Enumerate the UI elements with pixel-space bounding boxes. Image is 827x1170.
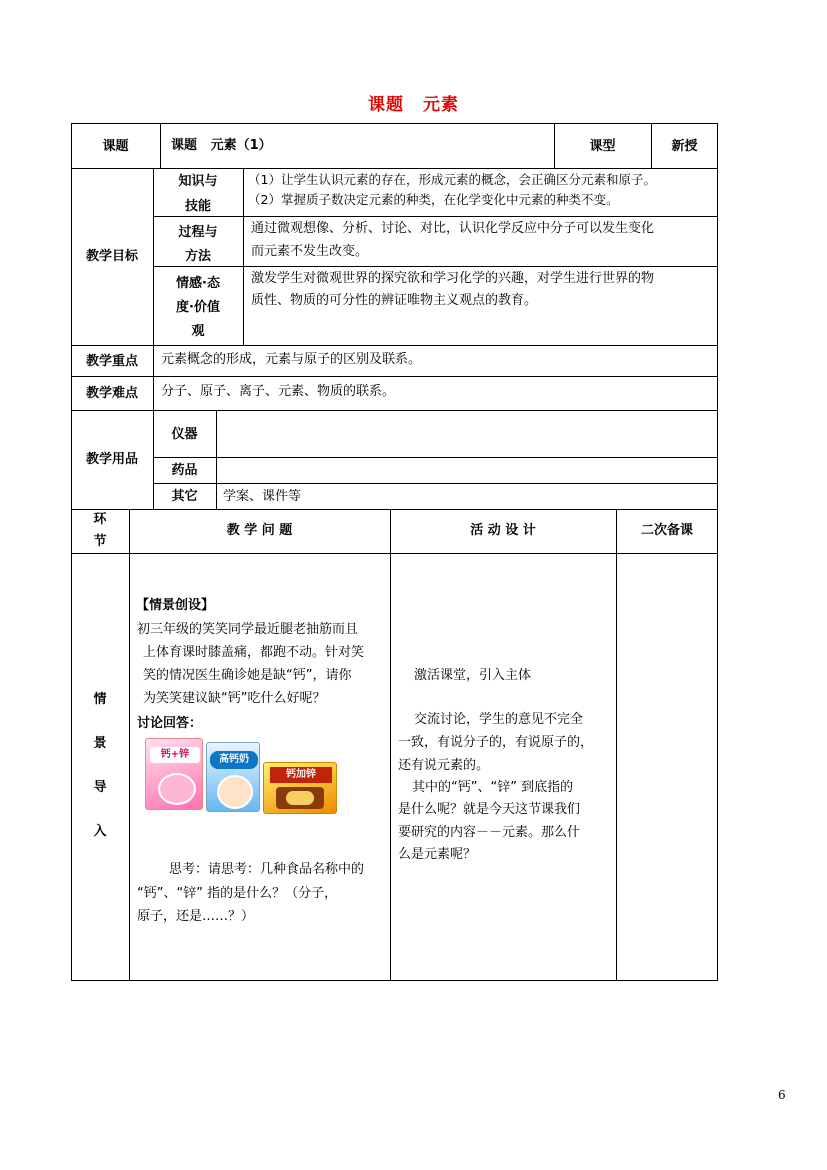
knowledge-line2: （2）掌握质子数决定元素的种类，在化学变化中元素的种类不变。	[248, 192, 619, 207]
col-divider	[243, 168, 244, 345]
row-divider	[71, 376, 718, 377]
think-line: 原子，还是……？）	[137, 909, 255, 924]
topic-label: 课题	[102, 139, 129, 154]
activity-line: 要研究的内容－－元素。那么什	[398, 825, 581, 840]
knowledge-line1: （1）让学生认识元素的存在，形成元素的概念，会正确区分元素和原子。	[248, 172, 656, 187]
discuss-label: 讨论回答：	[137, 716, 203, 731]
row-divider	[71, 168, 718, 169]
calcium-plus-zinc-product-image	[263, 762, 337, 814]
row-divider	[71, 345, 718, 346]
scenario-line: 笑的情况医生确诊她是缺“钙”，请你	[143, 668, 352, 683]
key-points-label: 教学重点	[85, 354, 138, 369]
difficulties-value: 分子、原子、离子、元素、物质的联系。	[161, 384, 396, 399]
activity-line: 还有说元素的。	[398, 758, 490, 773]
activity-line: 交流讨论，学生的意见不完全	[414, 712, 584, 727]
process-label-line2: 方法	[184, 249, 211, 264]
topic-value: 课题 元素（1）	[171, 138, 272, 153]
instruments-label: 仪器	[171, 427, 198, 442]
activity-line: 一致，有说分子的，有说原子的，	[398, 735, 594, 750]
stage-char: 情	[93, 692, 107, 707]
col-divider	[616, 509, 617, 981]
activity-line: 么是元素呢？	[398, 847, 477, 862]
scenario-line: 初三年级的笑笑同学最近腿老抽筋而且	[137, 622, 359, 637]
emotion-label-line3: 观	[191, 324, 205, 339]
emotion-label-line2: 度·价值	[176, 300, 220, 315]
difficulties-label: 教学难点	[85, 386, 138, 401]
other-value: 学案、课件等	[223, 489, 302, 504]
other-label: 其它	[171, 489, 198, 504]
calcium-zinc-product-image	[145, 738, 203, 810]
page-title	[0, 90, 827, 115]
col-divider	[153, 345, 154, 410]
problem-header: 教 学 问 题	[226, 523, 293, 538]
stage-char: 景	[93, 736, 107, 751]
stage-char: 导	[93, 780, 107, 795]
product-label: 高钙奶	[210, 751, 258, 769]
emotion-label-line1: 情感·态	[176, 276, 220, 291]
drugs-label: 药品	[171, 463, 198, 478]
col-divider	[129, 509, 130, 981]
scenario-heading: 【情景创设】	[136, 598, 215, 613]
baby-photo-icon	[217, 775, 253, 809]
activity-line: 其中的“钙”、“锌” 到底指的	[412, 780, 574, 795]
page-title-part1: 课题	[368, 95, 405, 115]
process-label-line1: 过程与	[178, 225, 218, 240]
goals-label: 教学目标	[85, 249, 138, 264]
row-divider	[153, 483, 718, 484]
row-divider	[71, 553, 718, 554]
activity-line: 是什么呢？就是今天这节课我们	[398, 802, 581, 817]
product-label: 钙+锌	[150, 747, 200, 763]
emotion-line2: 质性、物质的可分性的辨证唯物主义观点的教育。	[251, 293, 538, 308]
stage-header-line2: 节	[93, 534, 107, 549]
process-line1: 通过微观想像、分析、讨论、对比，认识化学反应中分子可以发生变化	[251, 221, 655, 236]
activity-header: 活 动 设 计	[470, 523, 536, 538]
stage-char: 入	[93, 824, 107, 839]
row-divider	[71, 410, 718, 411]
knowledge-label-line2: 技能	[184, 199, 211, 214]
child-photo-icon	[158, 773, 196, 805]
think-line: 思考：请思考：几种食品名称中的	[169, 862, 365, 877]
type-label: 课型	[589, 139, 616, 154]
process-line2: 而元素不发生改变。	[251, 244, 369, 259]
second-prep-header: 二次备课	[640, 523, 693, 538]
materials-label: 教学用品	[85, 452, 138, 467]
cap-icon	[286, 791, 314, 805]
scenario-line: 为笑笑建议缺“钙”吃什么好呢？	[143, 691, 326, 706]
stage-header-line1: 环	[93, 512, 107, 527]
key-points-value: 元素概念的形成，元素与原子的区别及联系。	[161, 352, 422, 367]
high-calcium-milk-product-image	[206, 742, 260, 812]
type-value: 新授	[671, 139, 698, 154]
page-title-part2: 元素	[422, 95, 459, 115]
knowledge-label-line1: 知识与	[178, 174, 218, 189]
col-divider	[390, 509, 391, 981]
think-line: “钙”、“锌” 指的是什么？（分子，	[137, 886, 338, 901]
emotion-line1: 激发学生对微观世界的探究欲和学习化学的兴趣，对学生进行世界的物	[251, 271, 655, 286]
activity-line: 激活课堂，引入主体	[414, 668, 532, 683]
col-divider	[160, 123, 161, 168]
product-label: 钙加锌	[270, 767, 332, 783]
scenario-line: 上体育课时膝盖痛，都跑不动。针对笑	[143, 645, 365, 660]
row-divider	[153, 457, 718, 458]
col-divider	[216, 410, 217, 510]
page-number: 6	[778, 1088, 786, 1102]
